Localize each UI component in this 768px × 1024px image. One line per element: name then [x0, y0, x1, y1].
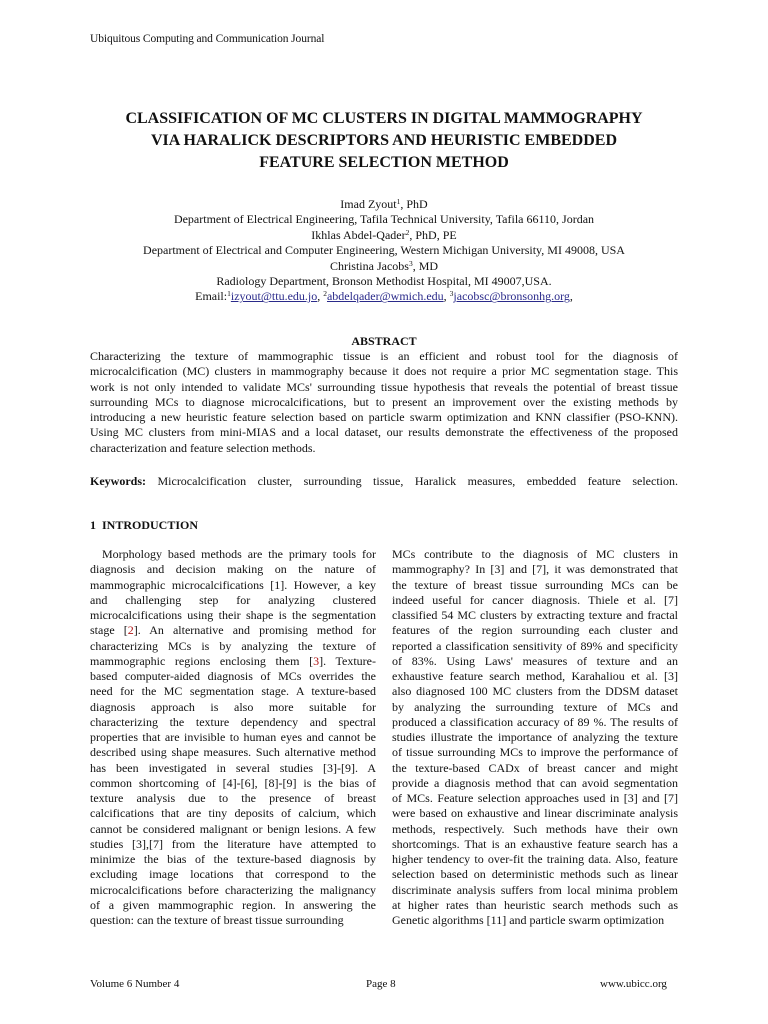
body-line: mammographic microcalcifications [1]. However, a key [90, 577, 376, 592]
body-line: of a given mammographic region. In answering the [90, 897, 376, 912]
email-line: Email:$^1$izyout@ttu.edu.jo, $^2$abdelqader@wmich.edu, $^3$jacobsc@bronsonhg.org, [195, 289, 573, 304]
body-line: studies [3],[7] from the literature have attempted to [90, 836, 376, 851]
author-1: Imad Zyout$^1$, PhD [340, 197, 428, 211]
body-line: were based on exhaustive and linear discriminate analysis [392, 806, 678, 821]
body-line: cannot be considered malignant or benign lesions. A few [90, 821, 376, 836]
body-line: discriminate analysis suffers from local minima problem [392, 882, 678, 897]
right-column [392, 547, 678, 928]
keywords-text: Microcalcification cluster, surrounding tissue, Haralick measures, embedded feature selection. [157, 474, 679, 488]
body-line: texture analysis due to the presence of breast [90, 791, 376, 805]
body-line: characterizing the texture dependency and spectral [90, 714, 376, 729]
body-line: the texture of breast tissue surrounding MCs can be [392, 577, 678, 592]
body-line: calcifications that are tiny deposits of calcium, which [90, 806, 376, 821]
body-line: at higher rates than heuristic search methods such as [392, 897, 678, 912]
body-line: of tissue surrounding MCs to improve the performance of [392, 745, 678, 760]
body-line: described using shape measures. Such alternative method [90, 745, 376, 760]
journal-header: Ubiquitous Computing and Communication Journal [90, 33, 325, 45]
body-line: properties that are invisible to human eyes and cannot be [90, 730, 376, 744]
title-line: VIA HARALICK DESCRIPTORS AND HEURISTIC EMBEDDED [150, 132, 617, 149]
abstract-line: characterization and feature selection methods. [90, 440, 316, 455]
body-line: provide a diagnosis method that can avoid segmentation [392, 775, 678, 790]
email-link-1[interactable]: izyout@ttu.edu.jo [230, 289, 318, 304]
body-line: common shortcoming of [4]-[6], [8]-[9] is the bias of [90, 775, 376, 790]
body-line: need for the MC segmentation stage. A texture-based [90, 684, 376, 699]
body-line: indeed useful for cancer diagnosis. Thiele et al. [7] [392, 592, 678, 607]
abstract-heading: ABSTRACT [351, 334, 417, 348]
body-line: minimize the bias of the texture-based diagnosis by [90, 852, 376, 866]
body-line: produced a classification accuracy of 89 %. The results of [392, 714, 678, 729]
body-line: question: can the texture of breast tissue surrounding [90, 913, 344, 927]
section-heading: 1 INTRODUCTION [90, 518, 199, 532]
abstract-line: work is not only intended to validate MCs' surrounding tissue hypothesis that reveals the potential of breast tissue [90, 379, 678, 394]
footer-url: www.ubicc.org [600, 978, 667, 990]
keywords-label: Keywords: [90, 474, 146, 488]
body-line: also diagnosed 100 MC clusters from the DDSM dataset [392, 684, 678, 699]
body-line: stage [2]. An alternative and promising method for [90, 623, 376, 638]
body-line: of MCs. Feature selection approaches used in [3] and [7] [392, 791, 678, 805]
paper-title [60, 108, 708, 174]
author-3: Christina Jacobs$^3$, MD [329, 258, 439, 273]
author-block [60, 197, 708, 305]
abstract-body [90, 349, 678, 456]
body-line: classified 54 MC clusters by extracting texture and fractal [392, 608, 678, 622]
abstract-line: introducing a new heuristic feature selection based on particle swarm optimization and KNN classifier (PSO-KNN). [90, 410, 678, 425]
footer-page: Page 8 [366, 978, 396, 990]
citation-link[interactable]: 2 [127, 623, 134, 638]
body-line: based computer-aided diagnosis of MCs overrides the [90, 669, 376, 683]
body-line: MCs contribute to the diagnosis of MC clusters in [392, 547, 678, 561]
footer-volume: Volume 6 Number 4 [90, 978, 180, 990]
body-line: exhaustive feature search method, Karahaliou et al. [3] [392, 669, 678, 683]
left-column [90, 547, 376, 928]
body-line: and challenging step for analyzing clustered [90, 592, 376, 607]
body-line: mammographic regions enclosing them [3]. Texture- [90, 653, 376, 668]
title-line: CLASSIFICATION OF MC CLUSTERS IN DIGITAL MAMMOGRAPHY [125, 110, 643, 127]
body-line: reported a classification sensitivity of 89% and specificity [392, 638, 678, 653]
author-2: Ikhlas Abdel-Qader$^2$, PhD, PE [311, 227, 457, 242]
body-line: features of the region surrounding each cluster and [392, 623, 678, 638]
abstract-line: Characterizing the texture of mammographic tissue is an efficient and robust tool for the diagnosis of [90, 349, 678, 363]
affiliation-3: Radiology Department, Bronson Methodist Hospital, MI 49007,USA. [216, 274, 552, 289]
body-line: has been investigated in several studies [3]-[9]. A [90, 760, 376, 775]
affiliation-1: Department of Electrical Engineering, Tafila Technical University, Tafila 66110, Jordan [173, 212, 595, 227]
body-line: Morphology based methods are the primary tools for [102, 547, 376, 561]
body-line: microcalcifications using their shape is the segmentation [90, 608, 376, 622]
body-line: mammography? In [3] and [7], it was demonstrated that [392, 562, 678, 577]
abstract-line: microcalcification (MC) clusters in mammography because it does not require a prior MC segmentation stage. This [90, 364, 678, 379]
body-line: diagnosis approach is also more suitable for [90, 699, 376, 714]
citation-link[interactable]: 3 [313, 653, 320, 668]
abstract-line: Using MC clusters from mini-MIAS and a local dataset, our results demonstrate the effectiveness of the proposed [90, 425, 678, 440]
body-line: the texture-based CADx of breast cancer and might [392, 760, 678, 775]
affiliation-2: Department of Electrical and Computer Engineering, Western Michigan University, MI 49008, USA [143, 243, 625, 258]
body-line: studies illustrate the importance of analyzing the texture [392, 730, 678, 744]
body-line: diagnosis and decision making on the nature of [90, 562, 376, 577]
body-line: microcalcifications before characterizing the malignancy [90, 882, 376, 897]
email-link-3[interactable]: jacobsc@bronsonhg.org [453, 289, 570, 304]
body-line: by analyzing the surrounding texture of MCs and [392, 699, 678, 714]
keywords-line [90, 474, 678, 489]
title-line: FEATURE SELECTION METHOD [259, 154, 509, 171]
body-line: higher tendency to over-fit the training data. Also, feature [392, 852, 678, 866]
body-line: shortcomings. That is an exhaustive feature search has a [392, 836, 678, 851]
body-line: Genetic algorithms [11] and particle swarm optimization [392, 913, 665, 927]
body-line: selection based on deterministic methods such as linear [392, 867, 678, 882]
body-line: characterizing MCs is by analyzing the texture of [90, 638, 376, 653]
body-line: methods, respectively. Such methods have their own [392, 821, 678, 836]
email-link-2[interactable]: abdelqader@wmich.edu [326, 289, 444, 304]
body-line: of 83%. Using Laws' measures of texture and an [392, 653, 678, 668]
body-line: excluding image locations that correspond to the [90, 867, 376, 882]
abstract-line: surrounding MCs to diagnose microcalcifications, but to present an improvement over the existing methods by [90, 394, 678, 409]
